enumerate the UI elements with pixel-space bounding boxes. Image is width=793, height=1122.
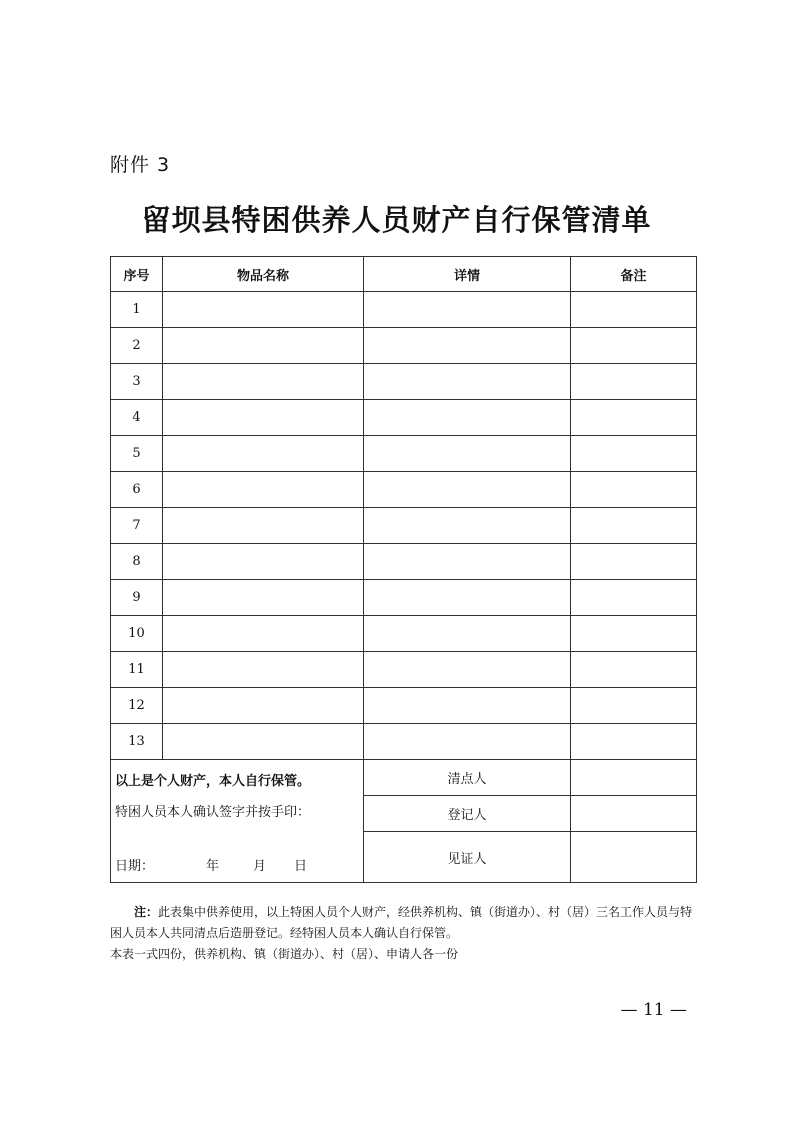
month-label: 月 xyxy=(253,859,267,874)
details-cell xyxy=(364,616,571,652)
role-witness: 见证人 xyxy=(364,832,571,883)
signature-row xyxy=(111,760,697,796)
signature-confirm-label: 特困人员本人确认签字并按手印： xyxy=(115,805,311,820)
table-row xyxy=(111,580,697,616)
remarks-cell xyxy=(571,688,697,724)
header-serial: 序号 xyxy=(111,257,163,292)
date-label: 日期： xyxy=(115,859,155,874)
signature-block xyxy=(111,760,364,883)
table-row xyxy=(111,544,697,580)
item-name-cell xyxy=(163,292,364,328)
row-serial: 6 xyxy=(111,472,163,508)
table-row xyxy=(111,688,697,724)
note-label: 注： xyxy=(134,905,159,919)
details-cell xyxy=(364,724,571,760)
details-cell xyxy=(364,328,571,364)
footnote xyxy=(110,902,696,965)
table-row xyxy=(111,436,697,472)
header-item-name: 物品名称 xyxy=(163,257,364,292)
remarks-cell xyxy=(571,544,697,580)
item-name-cell xyxy=(163,364,364,400)
table-row xyxy=(111,472,697,508)
details-cell xyxy=(364,364,571,400)
details-cell xyxy=(364,472,571,508)
details-cell xyxy=(364,688,571,724)
item-name-cell xyxy=(163,544,364,580)
document-title: 留坝县特困供养人员财产自行保管清单 xyxy=(141,203,652,237)
remarks-cell xyxy=(571,724,697,760)
role-registrar: 登记人 xyxy=(364,796,571,832)
details-cell xyxy=(364,400,571,436)
row-serial: 12 xyxy=(111,688,163,724)
note-text-2: 本表一式四份，供养机构、镇（街道办）、村（居）、申请人各一份 xyxy=(110,947,459,961)
details-cell xyxy=(364,544,571,580)
row-serial: 2 xyxy=(111,328,163,364)
day-label: 日 xyxy=(294,859,308,874)
remarks-cell xyxy=(571,400,697,436)
row-serial: 8 xyxy=(111,544,163,580)
table-row xyxy=(111,292,697,328)
row-serial: 3 xyxy=(111,364,163,400)
row-serial: 7 xyxy=(111,508,163,544)
row-serial: 9 xyxy=(111,580,163,616)
page-number: — 11 — xyxy=(620,1000,687,1020)
table-row xyxy=(111,400,697,436)
remarks-cell xyxy=(571,508,697,544)
year-label: 年 xyxy=(206,859,220,874)
remarks-cell xyxy=(571,652,697,688)
item-name-cell xyxy=(163,400,364,436)
table-row xyxy=(111,508,697,544)
item-name-cell xyxy=(163,688,364,724)
details-cell xyxy=(364,292,571,328)
item-name-cell xyxy=(163,652,364,688)
remarks-cell xyxy=(571,472,697,508)
item-name-cell xyxy=(163,616,364,652)
table-row xyxy=(111,652,697,688)
remarks-cell xyxy=(571,580,697,616)
row-serial: 11 xyxy=(111,652,163,688)
row-serial: 1 xyxy=(111,292,163,328)
item-name-cell xyxy=(163,508,364,544)
table-row xyxy=(111,364,697,400)
table-row xyxy=(111,328,697,364)
note-text-1: 此表集中供养使用，以上特困人员个人财产，经供养机构、镇（街道办）、村（居）三名工作人员与特困人员本人共同清点后造册登记。经特困人员本人确认自行保管。 xyxy=(110,905,693,940)
row-serial: 10 xyxy=(111,616,163,652)
table-row xyxy=(111,616,697,652)
header-remarks: 备注 xyxy=(571,257,697,292)
details-cell xyxy=(364,436,571,472)
details-cell xyxy=(364,508,571,544)
row-serial: 5 xyxy=(111,436,163,472)
remarks-cell xyxy=(571,292,697,328)
registrar-signature-cell xyxy=(571,796,697,832)
table-row xyxy=(111,724,697,760)
row-serial: 13 xyxy=(111,724,163,760)
property-table xyxy=(110,256,697,883)
self-custody-statement: 以上是个人财产，本人自行保管。 xyxy=(115,774,311,789)
witness-signature-cell xyxy=(571,832,697,883)
remarks-cell xyxy=(571,364,697,400)
item-name-cell xyxy=(163,472,364,508)
remarks-cell xyxy=(571,616,697,652)
table-header-row xyxy=(111,257,697,292)
row-serial: 4 xyxy=(111,400,163,436)
header-details: 详情 xyxy=(364,257,571,292)
counter-signature-cell xyxy=(571,760,697,796)
date-line xyxy=(115,855,307,874)
item-name-cell xyxy=(163,580,364,616)
item-name-cell xyxy=(163,724,364,760)
item-name-cell xyxy=(163,436,364,472)
item-name-cell xyxy=(163,328,364,364)
details-cell xyxy=(364,580,571,616)
remarks-cell xyxy=(571,436,697,472)
remarks-cell xyxy=(571,328,697,364)
role-counter: 清点人 xyxy=(364,760,571,796)
attachment-label: 附件 3 xyxy=(110,154,171,176)
details-cell xyxy=(364,652,571,688)
